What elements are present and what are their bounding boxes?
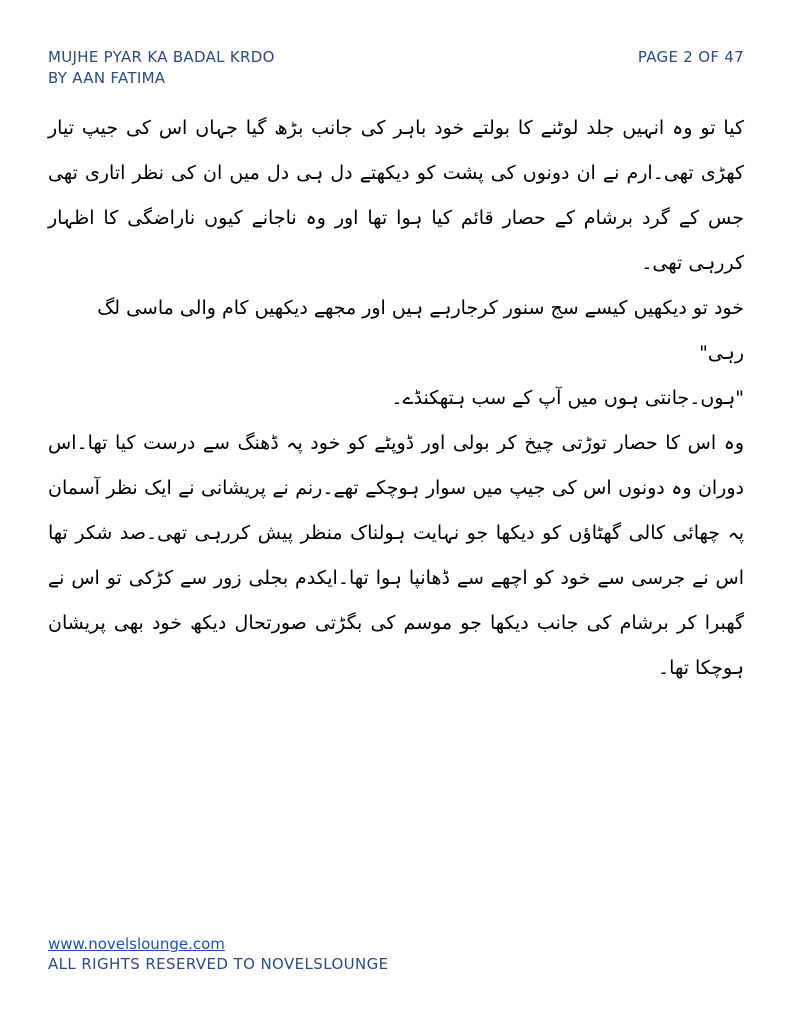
story-body bbox=[48, 106, 744, 691]
paragraph: وہ اس کا حصار توڑتی چیخ کر بولی اور ڈوپٹے کو خود پہ ڈھنگ سے درست کیا تھا۔اس دوران وہ دونوں اس کی جیپ میں سوار ہوچکے تھے۔رنم نے پریشانی نے ایک نظر آسمان پہ چھائی کالی گھٹاؤں کو دیکھا جو نہایت ہولناک منظر پیش کررہی تھی۔صد شکر تھا اس نے جرسی سے خود کو اچھے سے ڈھانپا ہوا تھا۔ایکدم بجلی زور سے کڑکی تو اس نے گھبرا کر برشام کی جانب دیکھا جو موسم کی بگڑتی صورتحال دیکھ خود بھی پریشان ہوچکا تھا۔ bbox=[48, 432, 744, 679]
website-link[interactable]: www.novelslounge.com bbox=[48, 935, 225, 953]
author-line: BY AAN FATIMA bbox=[48, 69, 166, 87]
novel-title: MUJHE PYAR KA BADAL KRDO bbox=[48, 48, 275, 66]
page-header-left bbox=[48, 47, 275, 89]
rights-notice: ALL RIGHTS RESERVED TO NOVELSLOUNGE bbox=[48, 955, 389, 973]
page-number: PAGE 2 OF 47 bbox=[637, 48, 744, 66]
paragraph: "ہوں۔جانتی ہوں میں آپ کے سب ہتھکنڈے۔ bbox=[391, 387, 744, 409]
paragraph: خود تو دیکھیں کیسے سج سنور کرجارہے ہیں اور مجھے دیکھیں کام والی ماسی لگ رہی" bbox=[97, 297, 744, 364]
paragraph: کیا تو وہ انہیں جلد لوٹنے کا بولتے خود باہر کی جانب بڑھ گیا جہاں اس کی جیپ تیار کھڑی تھی۔ارم نے ان دونوں کی پشت کو دیکھتے دل ہی دل میں ان کی نظر اتاری تھی جس کے گرد برشام کے حصار قائم کیا ہوا تھا اور وہ ناجانے کیوں ناراضگی کا اظہار کررہی تھی۔ bbox=[48, 117, 744, 274]
page-footer bbox=[48, 934, 389, 974]
